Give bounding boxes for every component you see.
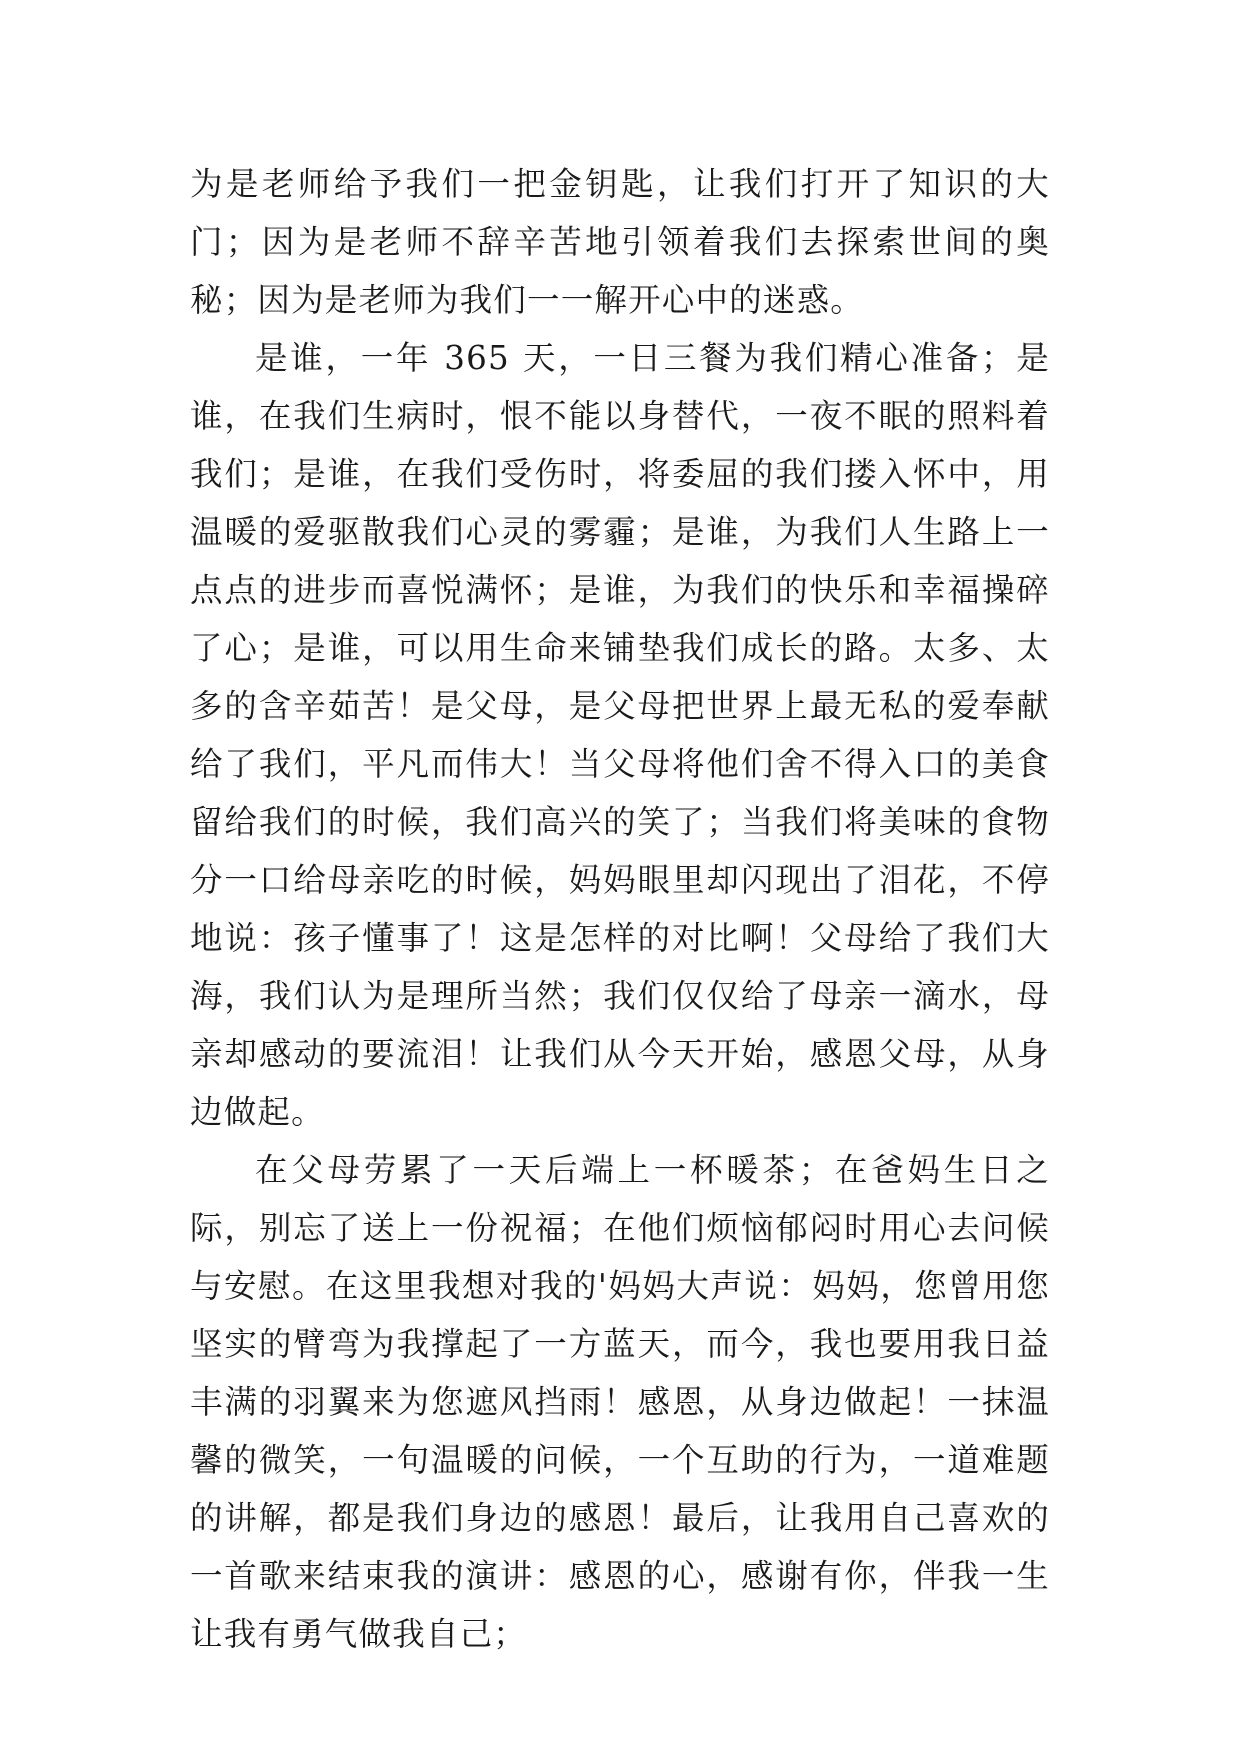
paragraph-2: 是谁，一年 365 天，一日三餐为我们精心准备；是谁，在我们生病时，恨不能以身替代，一夜不眠的照料着我们；是谁，在我们受伤时，将委屈的我们搂入怀中，用温暖的爱驱散我们心灵的雾霾；是谁，为我们人生路上一点点的进步而喜悦满怀；是谁，为我们的快乐和幸福操碎了心；是谁，可以用生命来铺垫我们成长的路。太多、太多的含辛茹苦！是父母，是父母把世界上最无私的爱奉献给了我们，平凡而伟大！当父母将他们舍不得入口的美食留给我们的时候，我们高兴的笑了；当我们将美味的食物分一口给母亲吃的时候，妈妈眼里却闪现出了泪花，不停地说：孩子懂事了！这是怎样的对比啊！父母给了我们大海，我们认为是理所当然；我们仅仅给了母亲一滴水，母亲却感动的要流泪！让我们从今天开始，感恩父母，从身边做起。 xyxy=(190,339,1050,1131)
document-body xyxy=(190,155,1050,1663)
paragraph-3: 在父母劳累了一天后端上一杯暖茶；在爸妈生日之际，别忘了送上一份祝福；在他们烦恼郁闷时用心去问候与安慰。在这里我想对我的'妈妈大声说：妈妈，您曾用您坚实的臂弯为我撑起了一方蓝天，而今，我也要用我日益丰满的羽翼来为您遮风挡雨！感恩，从身边做起！一抹温馨的微笑，一句温暖的问候，一个互助的行为，一道难题的讲解，都是我们身边的感恩！最后，让我用自己喜欢的一首歌来结束我的演讲：感恩的心，感谢有你，伴我一生让我有勇气做我自己； xyxy=(190,1151,1050,1653)
paragraph-1: 为是老师给予我们一把金钥匙，让我们打开了知识的大门；因为是老师不辞辛苦地引领着我们去探索世间的奥秘；因为是老师为我们一一解开心中的迷惑。 xyxy=(190,165,1050,319)
